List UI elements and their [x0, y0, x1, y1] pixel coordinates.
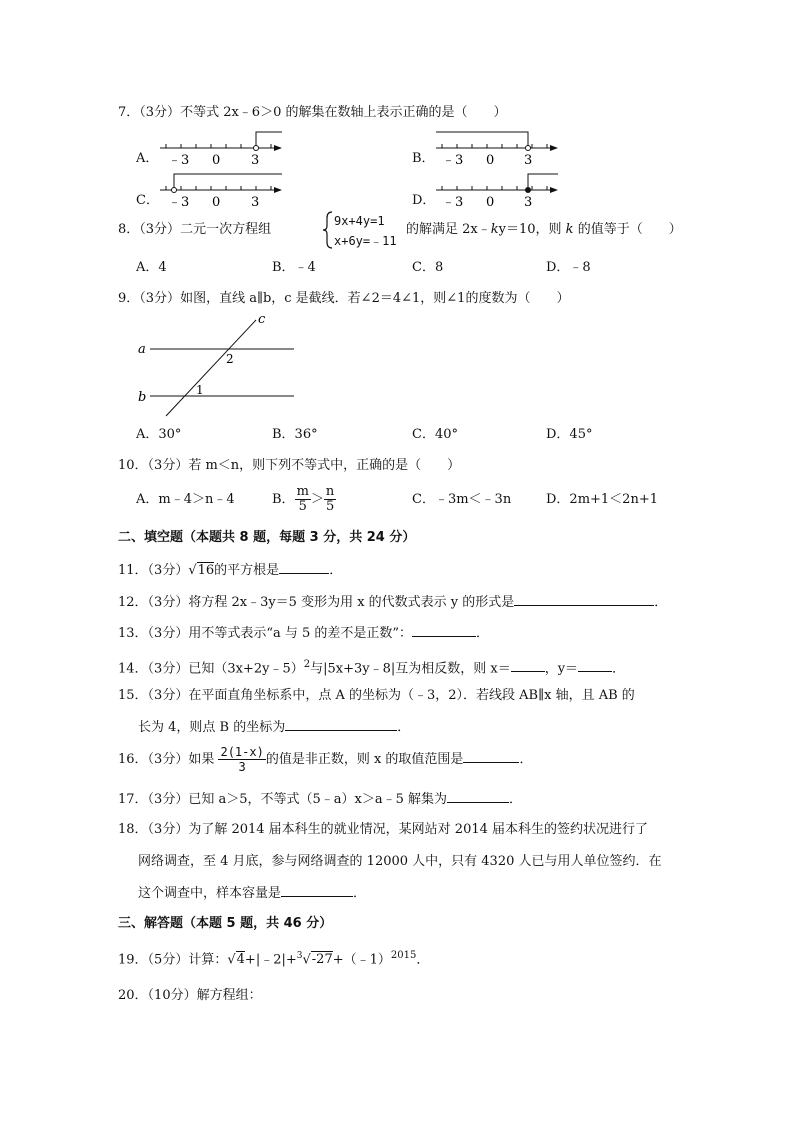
q14: 14．（3分）已知（3x+2y﹣5）$^2$与|5x+3y﹣8|互为相反数，则 x＝ ，y＝ ． — [118, 659, 626, 677]
q7-option-c-label[interactable]: C． — [136, 193, 159, 208]
q14-y-blank[interactable] — [578, 659, 612, 672]
q7-option-c-numberline[interactable] — [156, 170, 286, 212]
q8-brace — [322, 210, 334, 250]
q11-answer-blank[interactable] — [279, 561, 329, 574]
q8-eq2: x+6y=﹣11 — [334, 234, 397, 248]
q7-option-d-numberline[interactable] — [432, 170, 562, 212]
q10-option-b[interactable]: B． $\frac{m}{5}$ ＞ $\frac{n}{5}$ — [272, 484, 335, 514]
q9-option-b[interactable]: B．36° — [272, 427, 318, 442]
q7-stem: 7．（3分）不等式 2x﹣6＞0 的解集在数轴上表示正确的是（ ） — [118, 105, 507, 120]
q9-option-d[interactable]: D．45° — [546, 427, 593, 442]
q7-option-b-numberline[interactable] — [432, 128, 562, 170]
fig-label-c: c — [258, 312, 266, 327]
q7-option-a-numberline[interactable] — [156, 128, 286, 170]
svg-text:3: 3 — [251, 195, 260, 210]
q13-answer-blank[interactable] — [412, 624, 476, 637]
q16-answer-blank[interactable] — [463, 750, 519, 763]
q15-answer-blank[interactable] — [285, 718, 397, 731]
section-2-heading: 二、填空题（本题共 8 题，每题 3 分，共 24 分） — [118, 530, 416, 545]
q16: 16．（3分）如果 $\frac{2(1-x)}{3}$ 的值是非正数，则 x 的取值范围是 ． — [118, 745, 533, 774]
q10-option-a[interactable]: A．m﹣4＞n﹣4 — [136, 492, 235, 507]
q17: 17．（3分）已知 a＞5，不等式（5﹣a）x＞a﹣5 解集为 ． — [118, 792, 523, 807]
q9-stem: 9．（3分）如图，直线 a∥b，c 是截线．若∠2＝4∠1，则∠1的度数为（ ） — [118, 291, 570, 306]
svg-text:0: 0 — [486, 153, 495, 168]
q15-line1: 15．（3分）在平面直角坐标系中，点 A 的坐标为（﹣3，2）．若线段 AB∥x 轴，且 AB 的 — [118, 688, 635, 703]
q7-option-b-label[interactable]: B． — [412, 151, 435, 166]
q8-stem-cont: 的解满足 2x﹣ky＝10，则 k 的值等于（ ） — [406, 222, 682, 237]
q18-answer-blank[interactable] — [281, 884, 353, 897]
svg-text:﹣3: ﹣3 — [168, 195, 190, 210]
q9-figure — [132, 308, 302, 420]
q20: 20．（10分）解方程组： — [118, 988, 262, 1003]
q18-line3: 这个调查中，样本容量是 ． — [138, 886, 367, 901]
q7-option-d-label[interactable]: D． — [412, 193, 436, 208]
q12-answer-blank[interactable] — [514, 593, 654, 606]
q18-line1: 18．（3分）为了解 2014 届本科生的就业情况，某网站对 2014 届本科生的签约状况进行了 — [118, 822, 649, 837]
q15-line2: 长为 4，则点 B 的坐标为 ． — [138, 720, 411, 735]
svg-text:0: 0 — [212, 195, 221, 210]
q10-option-d[interactable]: D．2m+1＜2n+1 — [546, 492, 658, 507]
q9-option-a[interactable]: A．30° — [136, 427, 182, 442]
q9-option-c[interactable]: C．40° — [412, 427, 458, 442]
q17-answer-blank[interactable] — [447, 790, 509, 803]
tick-0: 0 — [212, 153, 221, 168]
fig-angle-2: 2 — [226, 352, 234, 366]
section-3-heading: 三、解答题（本题 5 题，共 46 分） — [118, 916, 333, 931]
q8-option-b[interactable]: B．﹣4 — [272, 260, 316, 275]
q8-option-a[interactable]: A．4 — [136, 260, 167, 275]
svg-text:﹣3: ﹣3 — [442, 153, 464, 168]
q8-option-d[interactable]: D．﹣8 — [546, 260, 591, 275]
q13: 13．（3分）用不等式表示“a 与 5 的差不是正数”： ． — [118, 626, 490, 641]
q10-option-c[interactable]: C．﹣3m＜﹣3n — [412, 492, 512, 507]
q10-stem: 10．（3分）若 m＜n，则下列不等式中，正确的是（ ） — [118, 458, 461, 473]
q14-x-blank[interactable] — [511, 659, 545, 672]
q8-option-c[interactable]: C．8 — [412, 260, 444, 275]
svg-text:3: 3 — [524, 153, 533, 168]
fig-angle-1: 1 — [196, 383, 204, 397]
q18-line2: 网络调查，至 4 月底，参与网络调查的 12000 人中，只有 4320 人已与用人单位签约．在 — [138, 854, 662, 869]
q7-option-a-label[interactable]: A． — [136, 151, 159, 166]
fig-label-b: b — [138, 390, 147, 405]
q8-eq1: 9x+4y=1 — [334, 214, 385, 228]
q8-stem: 8．（3分）二元一次方程组 — [118, 222, 272, 237]
fig-label-a: a — [138, 342, 146, 357]
q11: 11．（3分）√16的平方根是 ． — [118, 563, 343, 578]
svg-text:3: 3 — [524, 195, 533, 210]
svg-text:0: 0 — [486, 195, 495, 210]
svg-text:﹣3: ﹣3 — [442, 195, 464, 210]
tick-neg3: ﹣3 — [168, 153, 190, 168]
q19: 19．（5分）计算：√4+|﹣2|+$^3$√-27+（﹣1）$^{2015}$． — [118, 950, 430, 968]
tick-3: 3 — [251, 153, 260, 168]
q12: 12．（3分）将方程 2x﹣3y＝5 变形为用 x 的代数式表示 y 的形式是 ． — [118, 595, 668, 610]
